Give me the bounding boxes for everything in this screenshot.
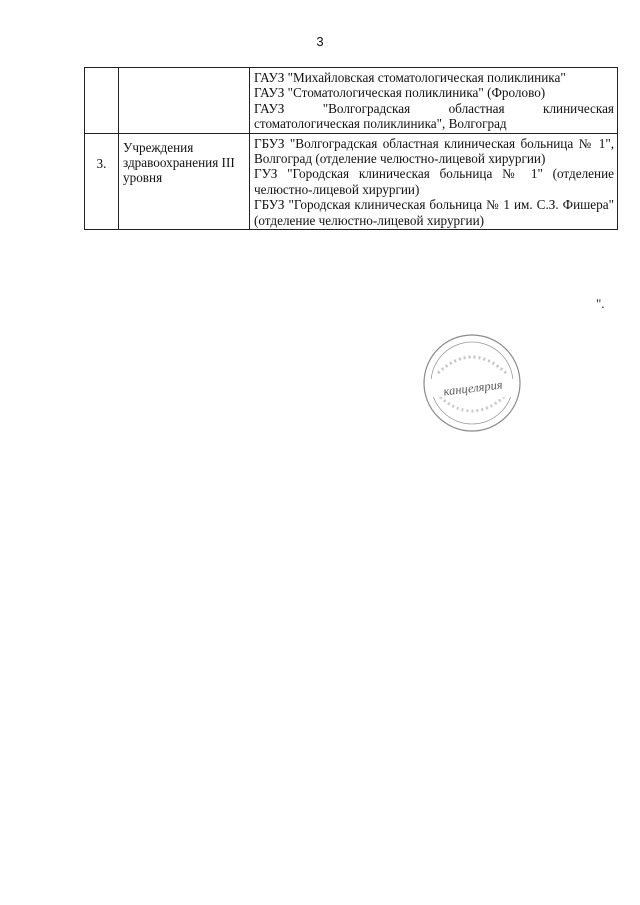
stamp-faded-upper-text [438,357,506,373]
table-row [85,68,618,134]
level-text: Учреждения здравоохранения III уровня [123,139,235,186]
stamp-faded-lower-text [440,397,504,411]
organization-entry: ГАУЗ "Волгоградская областная клиническая стоматологическая поликлиника", Волгоград [254,100,614,132]
institutions-table [84,67,618,230]
organization-entry: ГБУЗ "Волгоградская областная клиническая больница № 1", Волгоград (отделение челюстно-лицевой хирургии) [254,135,614,167]
level-text [119,68,249,74]
organizations-cell [250,68,618,134]
table-row [85,133,618,229]
organization-entry: ГУЗ "Городская клиническая больница № 1" (отделение челюстно-лицевой хирургии) [254,166,614,197]
page-number: 3 [316,34,324,49]
row-number: 3. [96,155,107,171]
row-number [85,68,118,90]
closing-quote: ". [596,296,605,311]
stamp-label: канцелярия [442,377,504,399]
row-number-cell [85,133,119,229]
organizations-cell [250,133,618,229]
level-cell [119,68,250,134]
organization-entry: ГБУЗ "Городская клиническая больница № 1 им. С.З. Фишера" (отделение челюстно-лицевой хирургии) [254,197,614,228]
organization-entry: ГАУЗ "Михайловская стоматологическая поликлиника" [254,70,566,85]
level-cell [119,133,250,229]
row-number-cell [85,68,119,134]
office-stamp [422,333,522,433]
organization-entry: ГАУЗ "Стоматологическая поликлиника" (Фролово) [254,85,546,101]
